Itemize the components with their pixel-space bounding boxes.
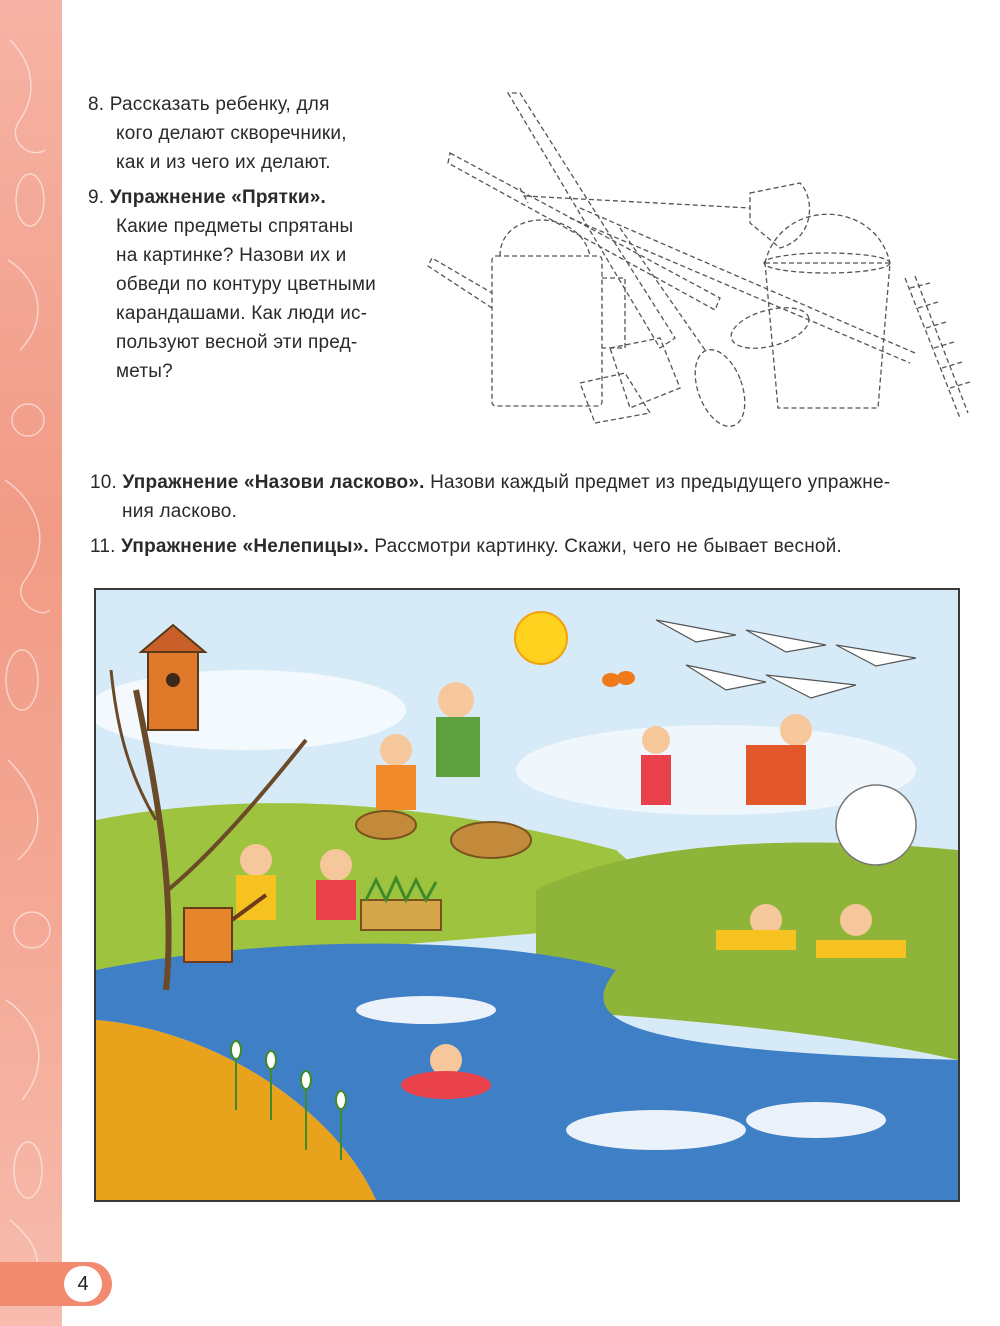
task-11-title: Упражнение «Нелепицы». [121, 536, 369, 557]
task-9-line-1: Какие предметы спрятаны [116, 216, 354, 237]
task-11-text: Рассмотри картинку. Скажи, чего не бывает весной. [374, 536, 842, 557]
bucket-icon[interactable] [764, 214, 890, 408]
task-9-line-4: карандашами. Как люди ис- [116, 303, 368, 324]
task-9-title: Упражнение «Прятки». [109, 187, 326, 208]
task-8-line-1: Рассказать ребенку, для [109, 94, 330, 115]
spatula-icon[interactable] [448, 93, 720, 348]
task-8 [88, 90, 393, 177]
task-10 [90, 468, 970, 526]
task-9 [88, 183, 393, 386]
mitten-icon[interactable] [580, 338, 680, 423]
page-number: 4 [64, 1266, 102, 1302]
task-9-number: 9. [88, 187, 105, 208]
floral-pattern-icon [0, 0, 62, 1326]
task-10-number: 10. [90, 472, 118, 493]
task-10-title: Упражнение «Назови ласково». [122, 472, 425, 493]
task-9-line-3: обведи по контуру цветными [116, 274, 376, 295]
snowball-icon [836, 785, 916, 865]
task-10-text: Назови каждый предмет из предыдущего упражне- [430, 472, 891, 493]
watering-can-icon[interactable] [428, 220, 625, 406]
task-10-continuation: ния ласково. [122, 501, 238, 522]
task-11-number: 11. [90, 536, 116, 557]
hidden-objects-tracing[interactable] [420, 88, 975, 438]
shovel-icon[interactable] [520, 183, 810, 248]
task-8-line-2: кого делают скворечники, [116, 123, 347, 144]
task-11 [90, 532, 970, 561]
task-9-line-5: пользуют весной эти пред- [116, 332, 358, 353]
task-9-line-6: меты? [116, 361, 173, 382]
spring-scene-picture [96, 590, 958, 1200]
task-8-line-3: как и из чего их делают. [116, 152, 331, 173]
sun-icon [515, 612, 567, 664]
task-9-line-2: на картинке? Назови их и [116, 245, 347, 266]
nonsense-scene-illustration [94, 588, 960, 1202]
task-8-number: 8. [88, 94, 105, 115]
decorative-side-band [0, 0, 62, 1326]
